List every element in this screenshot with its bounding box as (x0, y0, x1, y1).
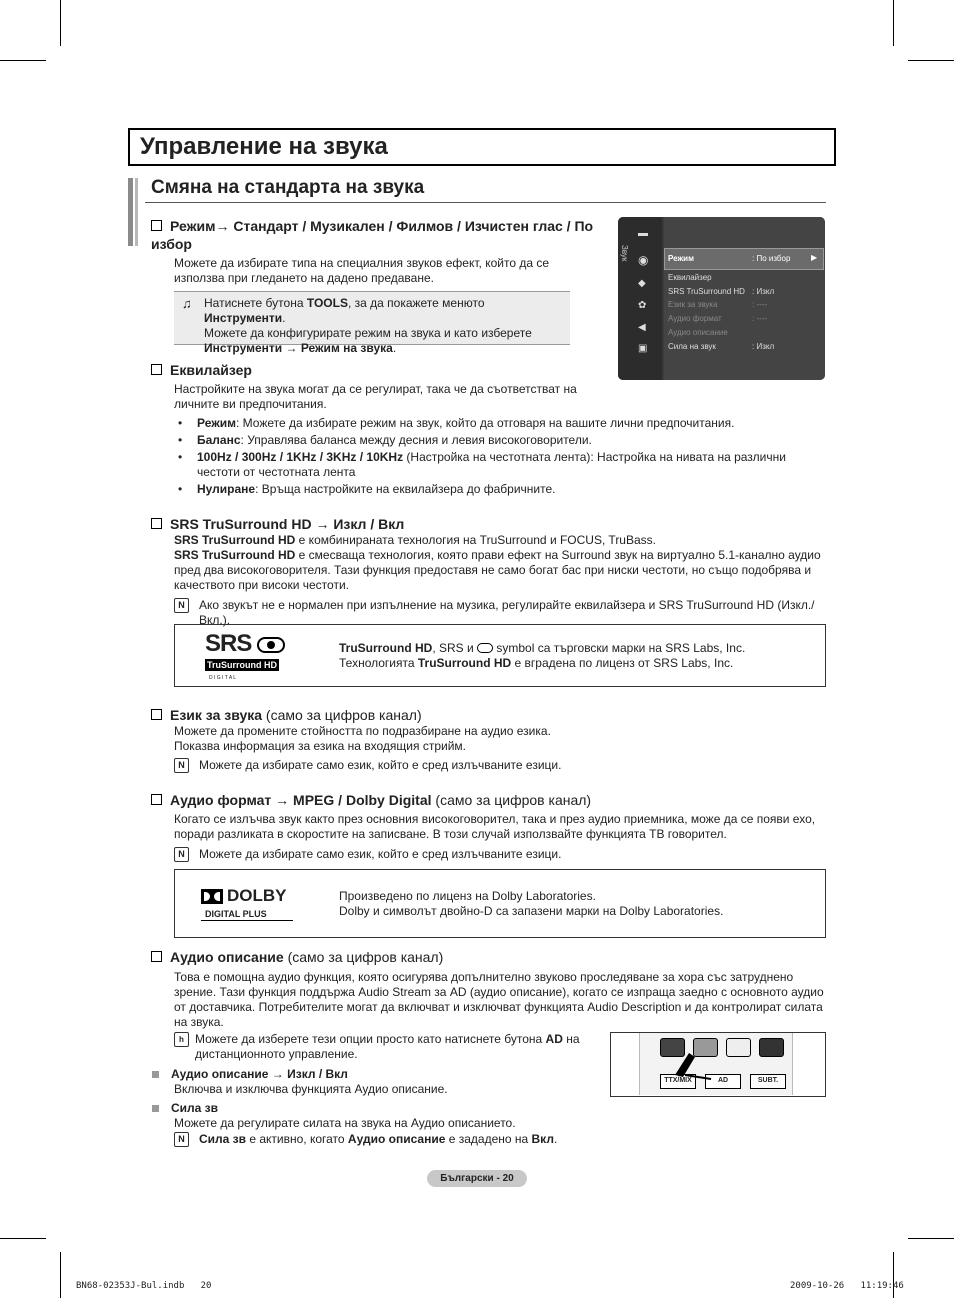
input-icon: ◀ (638, 322, 646, 333)
yellow-key-button[interactable] (726, 1038, 751, 1057)
lang-heading: Език за звука (само за цифров канал) (151, 707, 422, 723)
equalizer-text: Настройките на звука могат да се регулират, така че да съответстват на личните ви предпочитания. (174, 382, 577, 411)
tv-menu-value: : По избор (752, 254, 791, 263)
srs-note: N Ако звукът не е нормален при изпълнение на музика, регулирайте еквилайзера и SRS TruSurround HD (Изкл./Вкл.). (174, 598, 826, 628)
srs-circle-icon (477, 643, 493, 653)
tools-tip-box (174, 291, 570, 355)
checkbox-icon (151, 951, 162, 962)
audio-desc-note2: N Сила зв е активно, когато Аудио описание е зададено на Вкл. (174, 1132, 694, 1147)
channel-icon: ◆ (638, 278, 646, 289)
page-title: Управление на звука (140, 133, 388, 160)
setup-icon: ✿ (638, 300, 647, 311)
list-item: • Баланс: Управлява баланса между десния и левия високоговорители. (178, 433, 592, 447)
srs-logo-box (174, 624, 826, 687)
tv-menu-sidebar (618, 217, 662, 380)
crop-mark (908, 1238, 954, 1239)
srs-logo: SRS TruSurround HD D I G I T A L (205, 633, 289, 679)
tv-menu-row[interactable]: Еквилайзер (668, 273, 712, 282)
tools-note-icon: ♫ (182, 296, 192, 311)
audio-format-note: N Можете да избирате само език, който е сред излъчваните езици. (174, 847, 561, 862)
double-d-icon (201, 889, 223, 904)
tv-menu-value: : ---- (752, 314, 768, 323)
section-rule (145, 202, 826, 203)
bullet-square-icon (152, 1105, 159, 1112)
bullet-square-icon (152, 1071, 159, 1078)
mode-text: Можете да избирате типа на специалния звуков ефект, който да се използва при гледането на дадено предаване. (174, 256, 550, 285)
tv-menu-row[interactable]: Сила на звук (668, 342, 716, 351)
page-number-badge: Български - 20 (427, 1170, 527, 1187)
lang-text: Можете да промените стойността по подразбиране на аудио езика. Показва информация за езика на входящия стрийм. (174, 724, 551, 753)
srs-circle-icon (257, 637, 285, 653)
section-bar (128, 178, 133, 246)
srs-text: SRS TruSurround HD е комбинираната технология на TruSurround и FOCUS, TruBass. SRS TruSurround HD е смесваща технология, която прави ефект на Surround звук на виртуално 5.1-канално аудио пред два високоговорителя. Тази функция предоставя не само богат бас при ниски честоти, но също подобрява и качеството при високи честоти. (174, 533, 821, 592)
audio-format-text: Когато се излъчва звук както през основния високоговорител, така и през аудио приемника, може да се появи ехо, поради разликата в скоростите на записване. В този случай използвайте функцията ТВ говорител. (174, 812, 816, 841)
tv-sound-menu (618, 217, 825, 380)
tv-menu-value: : ---- (752, 300, 768, 309)
picture-icon: ▬ (638, 228, 648, 239)
arrow-right-icon: ▶ (811, 253, 818, 262)
audio-desc-text: Това е помощна аудио функция, която осигурява допълнително звуково проследяване за хора със затруднено зрение. Тази функция поддържа Audio Stream за AD (аудио описание), когато се изпраща заедно с основното аудио от доставчика. Потребителите могат да включват и изключват функцията Audio Description и да контролират силата на звука. (174, 970, 824, 1029)
remote-note-icon: h (174, 1032, 189, 1047)
tv-menu-row[interactable]: SRS TruSurround HD (668, 287, 745, 296)
dolby-logo: DOLBY DIGITAL PLUS (201, 888, 295, 924)
footer-date: 2009-10-26 11:19:46 (790, 1281, 904, 1291)
note-icon: N (174, 847, 189, 862)
crop-mark (893, 0, 894, 46)
pointer-hand-icon (673, 1049, 717, 1083)
note-icon: N (174, 598, 189, 613)
subt-button[interactable]: SUBT. (750, 1074, 786, 1089)
mode-heading (151, 217, 601, 253)
dolby-logo-box (174, 869, 826, 938)
crop-mark (0, 1238, 46, 1239)
audio-desc-sub2: Сила зв Можете да регулирате силата на звука на Аудио описанието. (152, 1101, 652, 1131)
note-icon: N (174, 1132, 189, 1147)
tv-menu-main (664, 217, 825, 380)
srs-box-text: TruSurround HD, SRS и symbol са търговски марки на SRS Labs, Inc. Технологията TruSurround HD е вградена по лиценз от SRS Labs, Inc. (339, 641, 746, 670)
checkbox-icon (151, 709, 162, 720)
footer-file: BN68-02353J-Bul.indb 20 (76, 1281, 212, 1291)
tv-menu-row[interactable]: Режим (668, 254, 694, 263)
crop-mark (0, 60, 46, 61)
tv-menu-side-label: Звук (620, 245, 629, 262)
dolby-box-text: Произведено по лиценз на Dolby Laboratories. Dolby и символът двойно-D са запазени марки на Dolby Laboratories. (339, 889, 724, 918)
audio-desc-note: h Можете да изберете тези опции просто като натиснете бутона AD на дистанционното управление. (174, 1032, 594, 1062)
section-title: Смяна на стандарта на звука (151, 177, 425, 198)
tools-tip-text: Натиснете бутона TOOLS, за да покажете менюто Инструменти. Можете да конфигурирате режим на звука и като изберете Инструменти → Режим на звука. (204, 296, 532, 355)
audio-desc-sub1: Аудио описание → Изкл / Вкл Включва и изключва функцията Аудио описание. (152, 1067, 572, 1097)
checkbox-icon (151, 364, 162, 375)
section-bar (135, 178, 138, 246)
srs-heading: SRS TruSurround HD → Изкл / Вкл (151, 516, 404, 532)
blue-key-button[interactable] (759, 1038, 784, 1057)
checkbox-icon (151, 220, 162, 231)
list-item: • Нулиране: Връща настройките на еквилайзера до фабричните. (178, 482, 556, 496)
tv-menu-value: : Изкл (752, 342, 775, 351)
page-title-box (128, 128, 836, 166)
equalizer-heading: Еквилайзер (151, 362, 252, 378)
crop-mark (60, 1252, 61, 1298)
mode-heading-text: Режим→ Стандарт / Музикален / Филмов / Изчистен глас / По избор (151, 218, 594, 252)
lang-note: N Можете да избирате само език, който е сред излъчваните езици. (174, 758, 561, 773)
crop-mark (908, 60, 954, 61)
remote-illustration (610, 1032, 826, 1097)
audio-format-heading: Аудио формат → MPEG / Dolby Digital (само за цифров канал) (151, 792, 591, 808)
list-item: • 100Hz / 300Hz / 1KHz / 3KHz / 10KHz (Настройка на честотната лента): Настройка на нивата на различни честоти от честотната лента (178, 450, 786, 479)
tv-menu-value: : Изкл (752, 287, 775, 296)
ad-button[interactable]: AD (705, 1074, 741, 1089)
checkbox-icon (151, 518, 162, 529)
note-icon: N (174, 758, 189, 773)
audio-desc-heading: Аудио описание (само за цифров канал) (151, 949, 443, 965)
ttx-mix-button[interactable]: TTX/MIX (660, 1074, 696, 1089)
crop-mark (893, 1252, 894, 1298)
tv-menu-row: Език за звука (668, 300, 718, 309)
support-icon: ▣ (638, 343, 648, 354)
tv-menu-row: Аудио описание (668, 328, 728, 337)
checkbox-icon (151, 794, 162, 805)
crop-mark (60, 0, 61, 46)
equalizer-bullets (178, 416, 823, 497)
sound-icon: ◉ (638, 253, 649, 267)
list-item: • Режим: Можете да избирате режим на звук, който да отговаря на вашите лични предпочитания. (178, 416, 735, 430)
tv-menu-row: Аудио формат (668, 314, 722, 323)
